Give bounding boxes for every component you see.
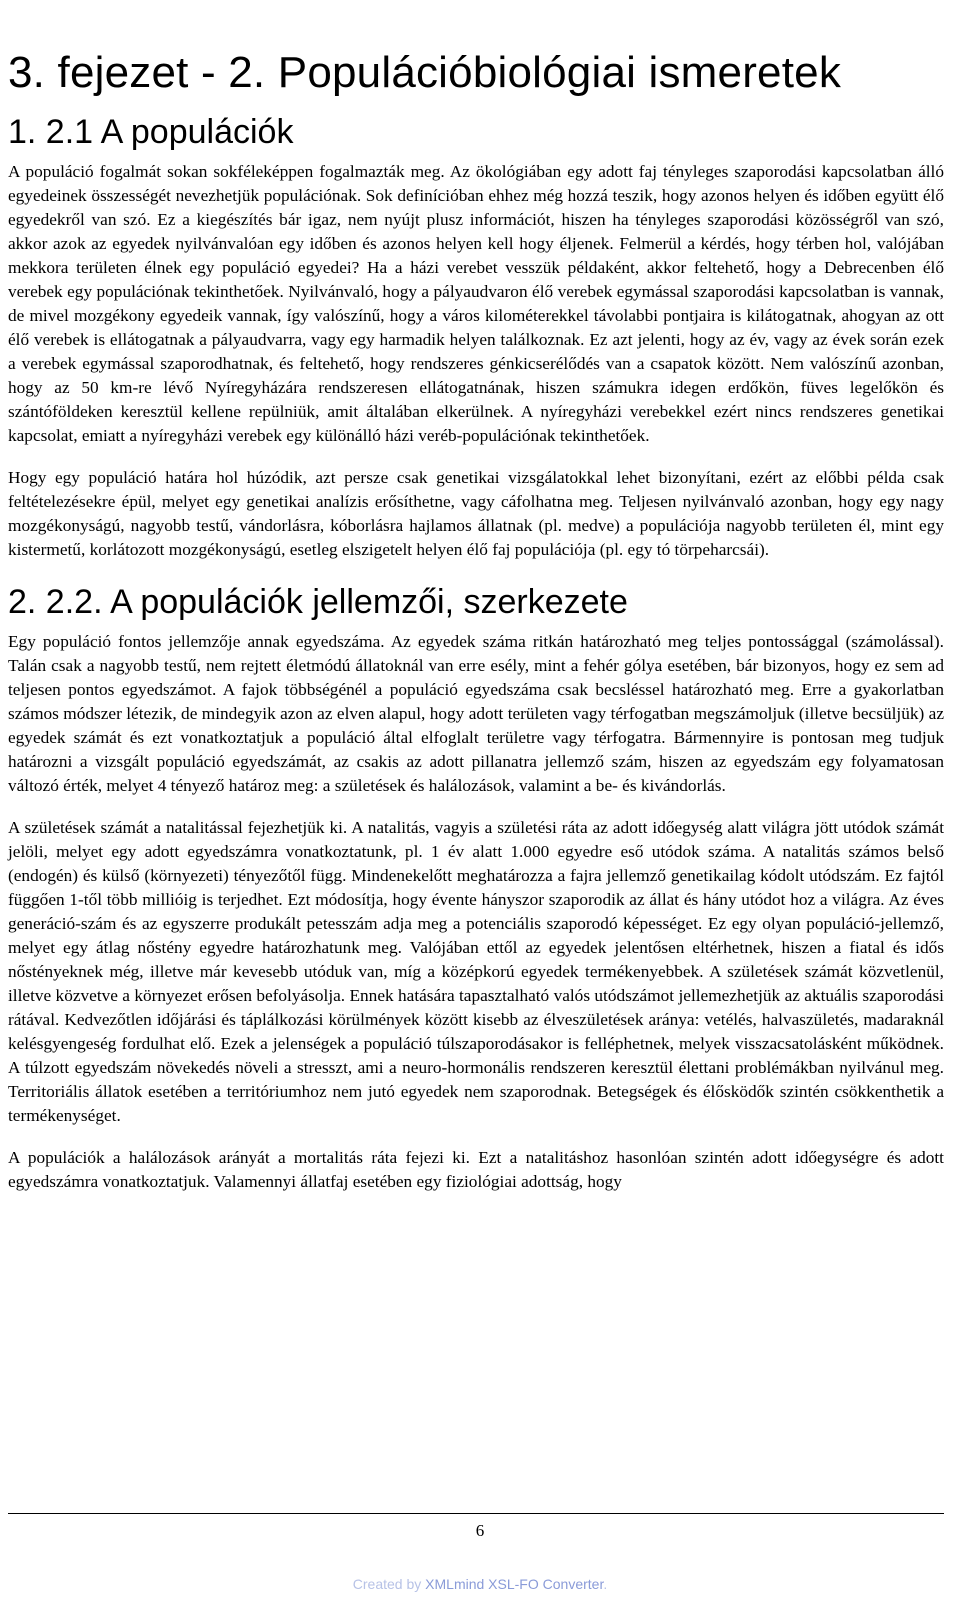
paragraph: A populációk a halálozások arányát a mortalitás ráta fejezi ki. Ezt a natalitáshoz hasonlóan szintén adott időegységre és adott egyedszámra vonatkoztatjuk. Valamennyi állatfaj esetében egy fiziológiai adottság, hogy xyxy=(8,1148,944,1191)
paragraph: A populáció fogalmát sokan sokféleképpen fogalmazták meg. Az ökológiában egy adott faj tényleges szaporodási kapcsolatban álló egyedeinek összességét nevezhetjük populációnak. Sok definícióban ehhez még hozzá teszik, hogy azonos helyen és időben együtt élő egyedekről van szó. Ez a kiegészítés bár igaz, nem nyújt plusz információt, hiszen ha tényleges szaporodási közösségről van szó, akkor azok az egyedek nyilvánvalóan egy időben és azonos helyen kell hogy éljenek. Felmerül a kérdés, hogy térben hol, valójában mekkora területen élnek egy populáció egyedei? Ha a házi verebet vesszük példaként, akkor feltehető, hogy a Debrecenben élő verebek egy populációnak tekinthetőek. Nyilvánvaló, hogy a pályaudvaron élő verebek egymással szaporodási kapcsolatban is vannak, de mivel mozgékony egyedeik vannak, így valószínű, hogy a város kilométerekkel távolabbi pontjaira is kilátogatnak, ahogyan az ott élő verebek is ellátogatnak a pályaudvarra, vagy egy harmadik helyen találkoznak. Ez azt jelenti, hogy az év, vagy az évek során ezek a verebek egymással szaporodhatnak, és feltehető, hogy rendszeres génkicserélődés van a csapatok között. Nem valószínű azonban, hogy az 50 km-re lévő Nyíregyházára rendszeresen ellátogatnának, hiszen számukra idegen erdőkön, füves legelőkön és szántóföldeken keresztül kellene repülniük, amit általában elkerülnek. A nyíregyházi verebekkel ezért nincs rendszeres genetikai kapcsolat, emiatt a nyíregyházi verebek egy különálló házi veréb-populációnak tekinthetőek. xyxy=(8,162,944,445)
converter-watermark xyxy=(0,1576,960,1592)
watermark-prefix: Created by xyxy=(352,1576,426,1592)
chapter-title: 3. fejezet - 2. Populációbiológiai ismeretek xyxy=(8,48,842,97)
paragraph: Hogy egy populáció határa hol húzódik, azt persze csak genetikai vizsgálatokkal lehet bizonyítani, ezért az előbbi példa csak feltételezésekre épül, melyet egy genetikai analízis erősíthetne, vagy cáfolhatna meg. Teljesen nyilvánvaló azonban, hogy egy nagy mozgékonyságú, nagyobb testű, vándorlásra, kóborlásra hajlamos állatnak (pl. medve) a populációja nagyobb területen él, mint egy kistermetű, korlátozott mozgékonyságú, esetleg elszigetelt helyen élő faj populációja (pl. egy tó törpeharcsái). xyxy=(8,468,944,559)
watermark-link[interactable]: XMLmind XSL-FO Converter xyxy=(425,1576,604,1592)
footer-divider xyxy=(8,1513,944,1514)
section-heading: 1. 2.1 A populációk xyxy=(8,113,294,151)
section-populations xyxy=(8,110,944,562)
section-population-characteristics xyxy=(8,580,944,1194)
paragraph: A születések számát a natalitással fejezhetjük ki. A natalitás, vagyis a születési ráta az adott időegység alatt világra jött utódok számát jelöli, melyet egy adott egyedszámra vonatkoztatunk, pl. 1 év alatt 1.000 egyedre eső utódok száma. A natalitás számos belső (endogén) és külső (környezeti) tényezőtől függ. Mindenekelőtt meghatározza a fajra jellemző genetikailag kódolt utódszám. Ez fajtól függően 1-től több millióig is terjedhet. Ezt módosítja, hogy évente hányszor szaporodik az állat és hány utódot hoz a világra. Az éves generáció-szám és az egyszerre produkált petesszám adja meg a potenciális szaporodó képességet. Ez egy olyan populáció-jellemző, melyet egy átlag nőstény egyedre határozhatunk meg. Valójában ettől az egyedek jelentősen eltérhetnek, hiszen a fiatal és idős nőstényeknek még, illetve már kevesebb utóduk van, míg a középkorú egyedek termékenyebbek. A születések számát közvetlenül, illetve közvetve a környezet erősen befolyásolja. Ennek hatására tapasztalható valós utódszámot jellemezhetjük az aktuális szaporodási rátával. Kedvezőtlen időjárási és táplálkozási körülmények között kisebb az élveszületések aránya: vetélés, halvaszületés, madaraknál kelésgyengeség fordulhat elő. Ezek a jelenségek a populáció túlszaporodásakor is felléphetnek, melyek visszacsatolásként működnek. A túlzott egyedszám növekedés növeli a stresszt, ami a neuro-hormonális rendszeren keresztül élettani problémákban nyilvánul meg. Territoriális állatok esetében a territóriumhoz nem jutó egyedek nem szaporodnak. Betegségek és élősködők szintén csökkenthetik a termékenységet. xyxy=(8,818,945,1125)
section-heading: 2. 2.2. A populációk jellemzői, szerkezete xyxy=(8,583,628,621)
watermark-suffix: . xyxy=(603,1576,608,1592)
page-number: 6 xyxy=(475,1521,485,1540)
paragraph: Egy populáció fontos jellemzője annak egyedszáma. Az egyedek száma ritkán határozható meg teljes pontossággal (számolással). Talán csak a nagyobb testű, nem rejtett életmódú állatoknál van erre esély, mint a fehér gólya esetében, bár bizonyos, hogy ez sem ad teljesen pontos egyedszámot. A fajok többségénél a populáció egyedszáma csak becsléssel határozható meg. Erre a gyakorlatban számos módszer létezik, de mindegyik azon az elven alapul, hogy adott területen vagy térfogatban megszámoljuk (illetve becsüljük) az egyedek számát és ezt vonatkoztatjuk a populáció által elfoglalt területre vagy térfogatra. Bármennyire is pontosan meg tudjuk határozni a vizsgált populáció egyedszámát, az csakis az adott pillanatra jellemző szám, hiszen az egyedszám egy folyamatosan változó érték, melyet 4 tényező határoz meg: a születések és halálozások, valamint a be- és kivándorlás. xyxy=(8,632,944,795)
